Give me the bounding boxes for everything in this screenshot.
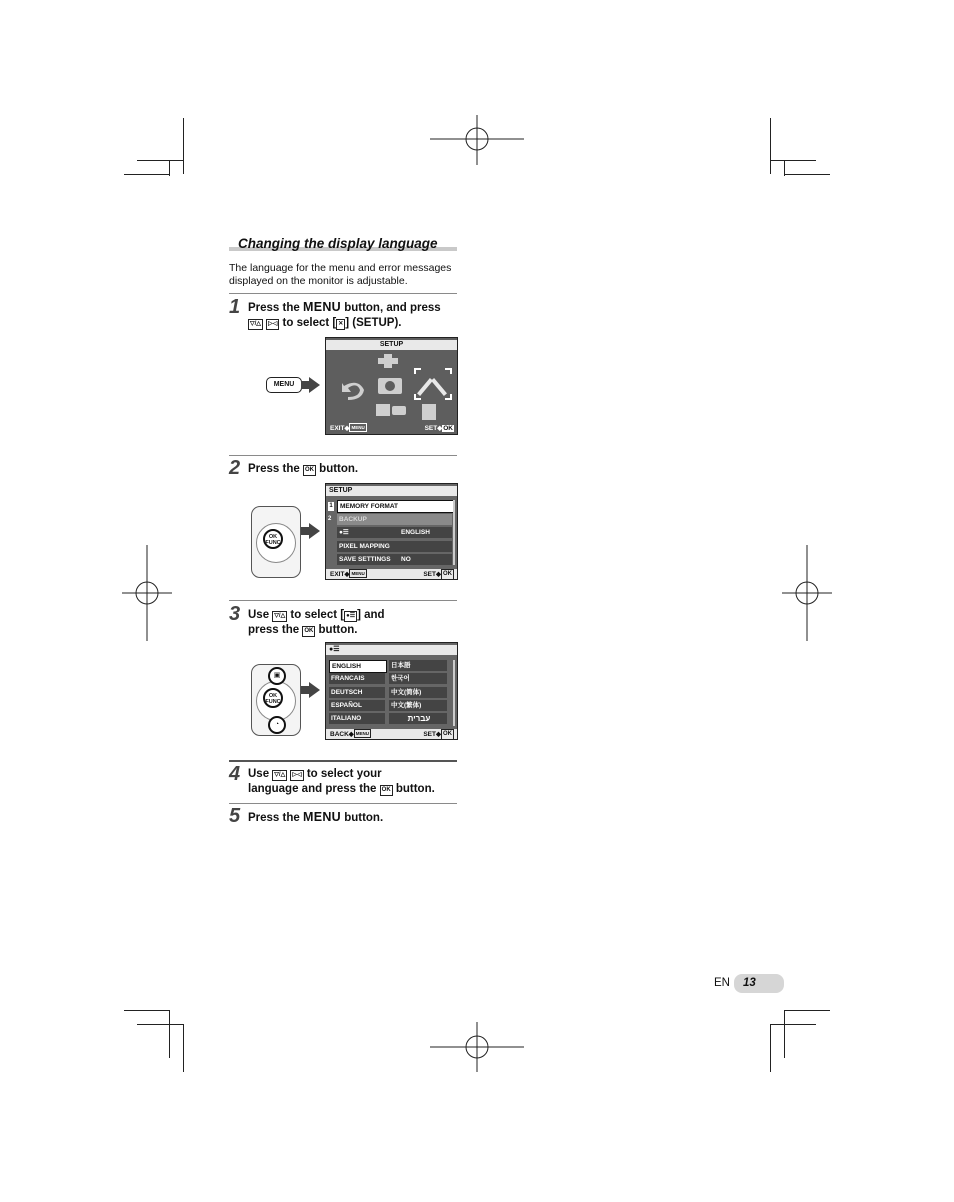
menu-row-value: NO xyxy=(399,554,452,565)
tab-2: 2 xyxy=(328,516,332,522)
language-code: EN xyxy=(714,977,730,989)
language-option[interactable]: DEUTSCH xyxy=(329,687,385,698)
arrow-right-icon xyxy=(309,523,320,539)
language-title-icon: ●☰ xyxy=(326,645,457,655)
setup-list-screen xyxy=(325,483,458,580)
ok-func-icon: OK xyxy=(302,626,315,637)
exit-hint: EXIT◆ MENU xyxy=(330,425,365,432)
up-down-keys-icon: ▽/△ xyxy=(272,611,287,622)
language-row-value: ENGLISH xyxy=(399,527,452,538)
step-1-text: Press the MENU button, and press ▽/△ ▷◁ to select [ ✕ ] (SETUP). xyxy=(248,300,441,329)
left-right-keys-icon: ▷◁ xyxy=(266,319,279,330)
step-2-text: Press the OK button. xyxy=(248,463,359,475)
menu-icons xyxy=(326,350,457,420)
footer-bar: EXIT◆ MENU SET◆ OK xyxy=(326,569,457,579)
language-option[interactable]: 日本語 xyxy=(389,660,447,671)
setup-tools-icon xyxy=(417,378,447,396)
ok-func-icon: OK xyxy=(380,785,393,796)
language-option[interactable]: 中文(繁体) xyxy=(389,700,447,711)
registration-mark-left xyxy=(122,545,172,641)
menu-row: MEMORY FORMAT xyxy=(337,500,454,513)
step-number-3: 3 xyxy=(229,603,241,625)
step-number-5: 5 xyxy=(229,805,241,827)
language-option[interactable]: ENGLISH xyxy=(329,660,387,673)
divider xyxy=(229,803,457,804)
playback-icon xyxy=(376,404,390,416)
screen-title: SETUP xyxy=(326,486,457,496)
up-down-keys-icon: ▽/△ xyxy=(248,319,263,330)
intro-text: The language for the menu and error messages displayed on the monitor is adjustable. xyxy=(229,262,452,287)
up-down-keys-icon: ▽/△ xyxy=(272,770,287,781)
set-hint: SET◆OK xyxy=(424,425,453,432)
scrollbar xyxy=(453,660,455,726)
footer-bar: BACK◆ MENU SET◆ OK xyxy=(326,729,457,739)
up-key-icon: ▣ xyxy=(268,667,286,685)
self-timer-icon: ◔ xyxy=(268,716,286,734)
setup-menu-screen xyxy=(325,337,458,435)
registration-mark-top xyxy=(430,115,524,165)
language-option[interactable]: 한국어 xyxy=(389,673,447,684)
menu-row: PIXEL MAPPING xyxy=(337,541,452,552)
step-4-text: Use ▽/△ ▷◁ to select your language and press the OK button. xyxy=(248,768,435,795)
control-dial xyxy=(251,664,301,736)
ok-func-button: OK FUNC xyxy=(263,688,283,708)
divider xyxy=(229,600,457,601)
control-dial xyxy=(251,506,301,578)
ok-func-icon: OK xyxy=(303,465,316,476)
multimedia-icon xyxy=(378,354,398,368)
page-number: 13 xyxy=(734,974,784,993)
step-5-text: Press the MENU button. xyxy=(248,810,384,824)
menu-key-icon: MENU xyxy=(266,377,302,393)
tab-1: 1 xyxy=(329,503,333,509)
divider xyxy=(229,455,457,456)
language-option[interactable]: ITALIANO xyxy=(329,713,385,724)
back-arrow-icon xyxy=(342,383,364,400)
step-3-text: Use ▽/△ to select [ ●☰ ] and press the OK button. xyxy=(248,609,385,636)
menu-row: SAVE SETTINGS xyxy=(337,554,399,565)
registration-mark-bottom xyxy=(430,1022,524,1072)
setup-tools-icon: ✕ xyxy=(336,319,345,330)
language-row-icon: ●☰ xyxy=(337,527,399,538)
language-option[interactable]: FRANCAIS xyxy=(329,673,385,684)
language-icon: ●☰ xyxy=(344,611,357,622)
menu-row: BACKUP xyxy=(337,514,452,525)
section-title: Changing the display language xyxy=(238,236,438,251)
registration-mark-right xyxy=(782,545,832,641)
arrow-right-icon xyxy=(309,682,320,698)
step-number-2: 2 xyxy=(229,457,241,479)
step-number-4: 4 xyxy=(229,763,241,785)
left-right-keys-icon: ▷◁ xyxy=(290,770,303,781)
language-option[interactable]: עברית xyxy=(389,713,447,724)
ok-func-button: OK FUNC xyxy=(263,529,283,549)
language-option[interactable]: ESPAÑOL xyxy=(329,700,385,711)
divider xyxy=(229,293,457,294)
screen-title: SETUP xyxy=(326,340,457,350)
language-option[interactable]: 中文(简体) xyxy=(389,687,447,698)
arrow-right-icon xyxy=(309,377,320,393)
divider xyxy=(229,760,457,762)
language-screen xyxy=(325,642,458,740)
step-number-1: 1 xyxy=(229,296,241,318)
silent-mode-icon xyxy=(422,404,436,420)
scrollbar xyxy=(453,500,455,565)
